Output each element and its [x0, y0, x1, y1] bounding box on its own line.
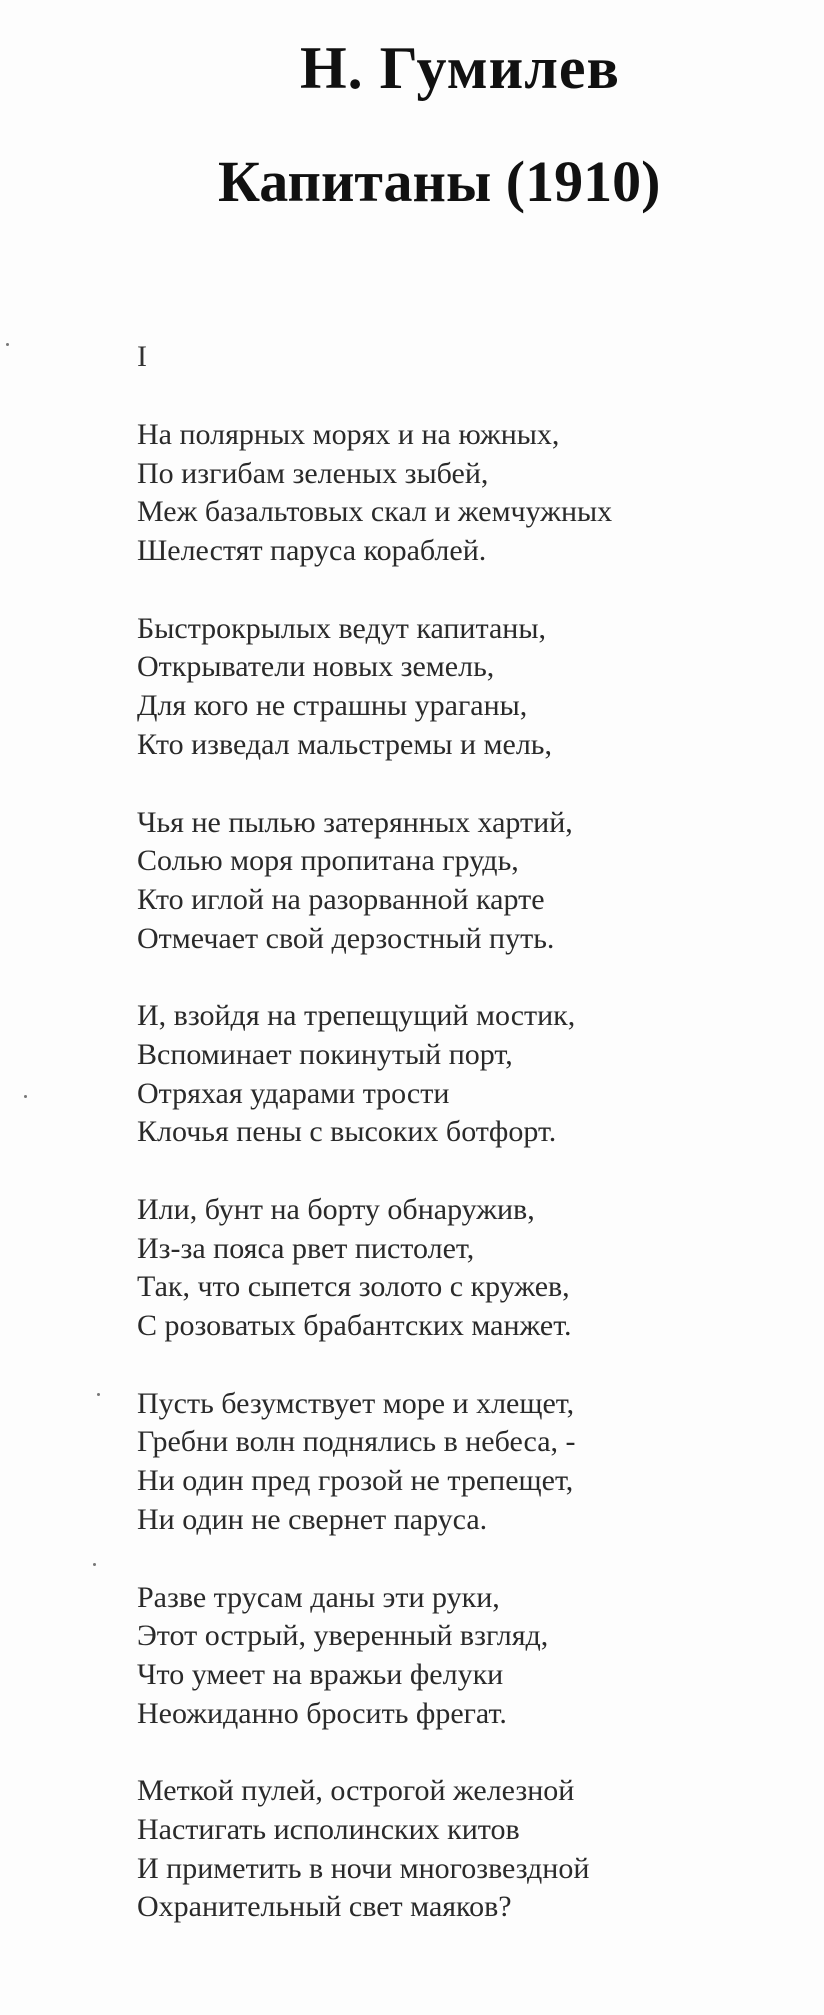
scan-speck: [24, 1095, 27, 1098]
poem-line: Кто изведал мальстремы и мель,: [137, 727, 552, 761]
poem-line: Или, бунт на борту обнаружив,: [137, 1193, 535, 1226]
poem-line: Меж базальтовых скал и жемчужных: [137, 495, 613, 529]
author-name: Н. Гумилев: [300, 35, 620, 101]
poem-line: Этот острый, уверенный взгляд,: [137, 1619, 549, 1653]
section-number: I: [137, 340, 147, 373]
poem-line: Клочья пены с высоких ботфорт.: [137, 1115, 557, 1149]
poem-line: Неожиданно бросить фрегат.: [137, 1696, 507, 1730]
poem-line: С розоватых брабантских манжет.: [137, 1309, 572, 1343]
poem-line: Для кого не страшны ураганы,: [137, 689, 528, 723]
stanza-7: [137, 1579, 797, 1734]
stanza-3: [137, 804, 797, 959]
poem-line: Охранительный свет маяков?: [137, 1890, 512, 1924]
poem-line: Меткой пулей, острогой железной: [137, 1774, 575, 1808]
poem-line: Быстрокрылых ведут капитаны,: [137, 611, 546, 645]
poem-line: Из-за пояса рвет пистолет,: [137, 1231, 475, 1265]
poem-line: Чья не пылью затерянных хартий,: [137, 805, 573, 839]
poem-line: Разве трусам даны эти руки,: [137, 1580, 500, 1614]
poem-line: Гребни волн поднялись в небеса, -: [137, 1425, 576, 1459]
poem-line: Солью моря пропитана грудь,: [137, 844, 519, 878]
poem-line: Открыватели новых земель,: [137, 650, 495, 684]
scan-speck: [6, 343, 9, 346]
scan-speck: [93, 1563, 96, 1566]
poem-line: Отмечает свой дерзостный путь.: [137, 921, 555, 955]
poem-line: Отряхая ударами трости: [137, 1076, 450, 1110]
stanza-1: [137, 416, 797, 571]
poem-line: Пусть безумствует море и хлещет,: [137, 1386, 575, 1420]
stanza-8: [137, 1772, 797, 1927]
poem-body: [137, 338, 797, 1966]
poem-line: И, взойдя на трепещущий мостик,: [137, 999, 576, 1033]
poem-line: Так, что сыпется золото с кружев,: [137, 1270, 570, 1304]
poem-line: Что умеет на вражьи фелуки: [137, 1657, 504, 1691]
scan-speck: [97, 1393, 100, 1396]
poem-line: По изгибам зеленых зыбей,: [137, 456, 489, 490]
poem-title: Капитаны (1910): [218, 149, 661, 214]
poem-line: Вспоминает покинутый порт,: [137, 1037, 513, 1071]
poem-line: Настигать исполинских китов: [137, 1812, 520, 1846]
poem-line: Кто иглой на разорванной карте: [137, 882, 545, 916]
stanza-2: [137, 610, 797, 765]
stanza-4: [137, 997, 797, 1152]
poem-line: На полярных морях и на южных,: [137, 418, 560, 451]
poem-line: И приметить в ночи многозвездной: [137, 1851, 590, 1885]
poem-line: Шелестят паруса кораблей.: [137, 534, 487, 568]
stanza-5: [137, 1191, 797, 1346]
poem-line: Ни один пред грозой не трепещет,: [137, 1464, 574, 1498]
poem-line: Ни один не свернет паруса.: [137, 1502, 488, 1536]
stanza-6: [137, 1385, 797, 1540]
